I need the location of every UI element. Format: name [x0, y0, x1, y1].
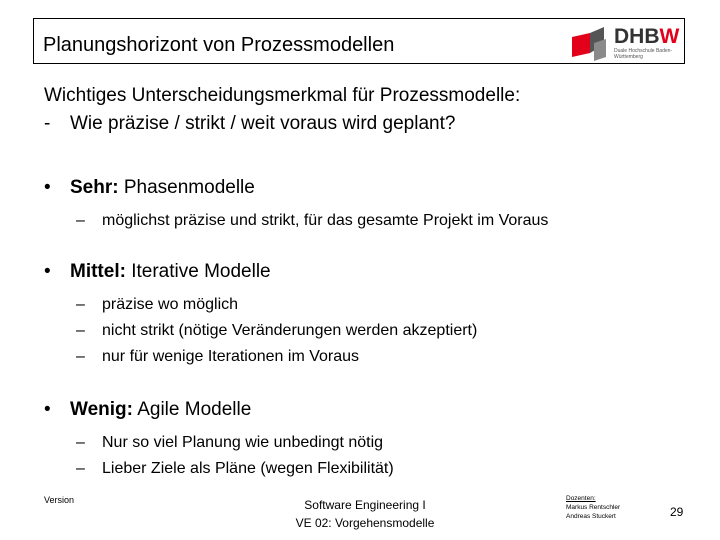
bullet-icon: •	[44, 177, 51, 198]
footer-version: Version	[44, 495, 75, 505]
page-number: 29	[670, 505, 684, 519]
slide-title: Planungshorizont von Prozessmodellen	[43, 34, 395, 56]
logo-wordmark: DHBW	[614, 25, 680, 48]
section-wenig	[44, 398, 394, 482]
footer-lecturers	[566, 494, 620, 521]
sub-item: – präzise wo möglich	[76, 296, 239, 313]
lecturers-label: Dozenten:	[566, 495, 596, 502]
intro-line-1: Wichtiges Unterscheidungsmerkmal für Prozessmodelle:	[44, 85, 521, 106]
bullet-heading: • Sehr: Phasenmodelle	[44, 177, 255, 198]
footer-course-title: Software Engineering I	[304, 498, 426, 512]
sub-list	[76, 430, 394, 482]
footer-course-unit: VE 02: Vorgehensmodelle	[295, 516, 435, 530]
section-sehr	[44, 176, 548, 234]
sub-list	[76, 208, 548, 234]
lecturer-name: Andreas Stuckert	[566, 513, 616, 520]
sub-list	[76, 292, 477, 370]
sub-item: – nur für wenige Iterationen im Voraus	[76, 348, 360, 365]
intro-text	[44, 82, 520, 138]
intro-line-2: - Wie präzise / strikt / weit voraus wird geplant?	[44, 110, 520, 138]
sub-item: – möglichst präzise und strikt, für das gesamte Projekt im Voraus	[76, 212, 549, 229]
sub-item: – Lieber Ziele als Pläne (wegen Flexibilität)	[76, 460, 394, 477]
section-mittel	[44, 260, 477, 370]
bullet-heading: • Wenig: Agile Modelle	[44, 399, 252, 420]
intro-dash: -	[44, 113, 51, 134]
dhbw-logo	[564, 23, 680, 63]
bullet-icon: •	[44, 399, 51, 420]
bullet-heading: • Mittel: Iterative Modelle	[44, 261, 271, 282]
lecturer-name: Markus Rentschler	[566, 504, 621, 511]
bullet-icon: •	[44, 261, 51, 282]
sub-item: – nicht strikt (nötige Veränderungen werden akzeptiert)	[76, 322, 478, 339]
sub-item: – Nur so viel Planung wie unbedingt nötig	[76, 434, 384, 451]
footer-course	[260, 496, 470, 532]
logo-subtitle: Duale Hochschule Baden-Württemberg	[614, 48, 673, 60]
dhbw-logo-mark-icon	[564, 23, 612, 63]
slide-title-box	[33, 18, 685, 64]
